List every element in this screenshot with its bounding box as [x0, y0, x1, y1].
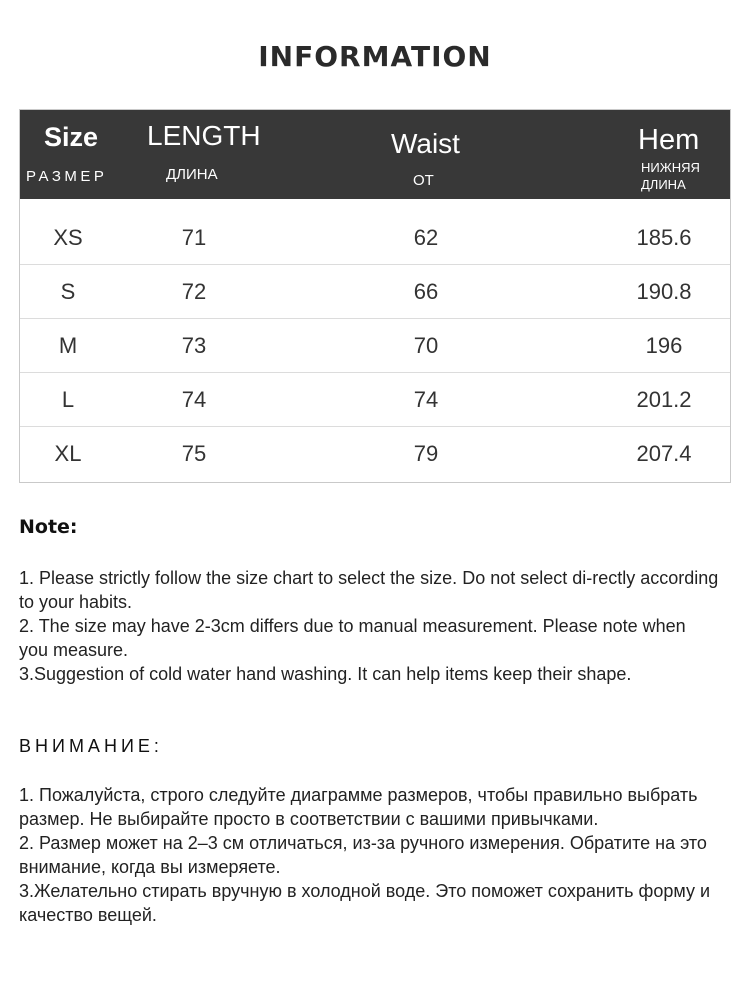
attention-line: 1. Пожалуйста, строго следуйте диаграмме размеров, чтобы правильно выбрать размер. Не выбирайте просто в соответствии с вашими привычками.: [19, 785, 698, 829]
size-table: [19, 109, 731, 483]
header-length: [140, 110, 280, 199]
header-size: [20, 110, 120, 199]
header-length-ru: ДЛИНА: [166, 166, 218, 183]
table-header: [20, 110, 730, 199]
cell-size: XS: [53, 225, 83, 250]
cell-length: 71: [181, 225, 207, 250]
cell-length: 75: [181, 441, 207, 466]
note-line: 1. Please strictly follow the size chart to select the size. Do not select di-rectly according to your habits.: [19, 568, 719, 612]
header-waist-ru: ОТ: [413, 172, 434, 189]
attention-heading: ВНИМАНИЕ:: [19, 736, 163, 756]
header-length-en: LENGTH: [147, 120, 261, 151]
cell-size: S: [60, 279, 76, 304]
table-row: [20, 265, 730, 319]
table-row: [20, 427, 730, 481]
header-waist-en: Waist: [391, 128, 460, 159]
cell-size: M: [58, 333, 78, 358]
cell-waist: 74: [413, 387, 439, 412]
table-body: [20, 199, 730, 481]
cell-length: 74: [181, 387, 207, 412]
note-line: 3.Suggestion of cold water hand washing. It can help items keep their shape.: [19, 664, 632, 684]
cell-hem: 190.8: [636, 279, 692, 304]
note-heading: Note:: [19, 516, 78, 538]
attention-line: 2. Размер может на 2–3 см отличаться, из-за ручного измерения. Обратите на это внимание, когда вы измеряете.: [19, 833, 707, 877]
cell-hem: 207.4: [636, 441, 692, 466]
cell-waist: 62: [413, 225, 439, 250]
header-waist: [380, 110, 500, 199]
cell-hem: 201.2: [636, 387, 692, 412]
page-title: INFORMATION: [258, 40, 492, 73]
table-row: [20, 319, 730, 373]
cell-size: L: [61, 387, 75, 412]
header-hem-ru: НИЖНЯЯ ДЛИНА: [641, 160, 700, 192]
note-text: [19, 566, 719, 686]
table-row: [20, 373, 730, 427]
cell-length: 72: [181, 279, 207, 304]
table-row: [20, 211, 730, 265]
attention-text: [19, 783, 719, 927]
header-hem-en: Hem: [638, 124, 700, 156]
cell-length: 73: [181, 333, 207, 358]
cell-waist: 79: [413, 441, 439, 466]
header-size-en: Size: [44, 122, 99, 152]
cell-size: XL: [54, 441, 82, 466]
header-hem: [630, 110, 730, 199]
attention-line: 3.Желательно стирать вручную в холодной воде. Это поможет сохранить форму и качество вещей.: [19, 881, 711, 925]
cell-waist: 70: [413, 333, 439, 358]
cell-hem: 185.6: [636, 225, 692, 250]
header-size-ru: РАЗМЕР: [26, 168, 108, 185]
cell-waist: 66: [413, 279, 439, 304]
note-line: 2. The size may have 2-3cm differs due to manual measurement. Please note when you measure.: [19, 616, 686, 660]
cell-hem: 196: [645, 333, 683, 358]
